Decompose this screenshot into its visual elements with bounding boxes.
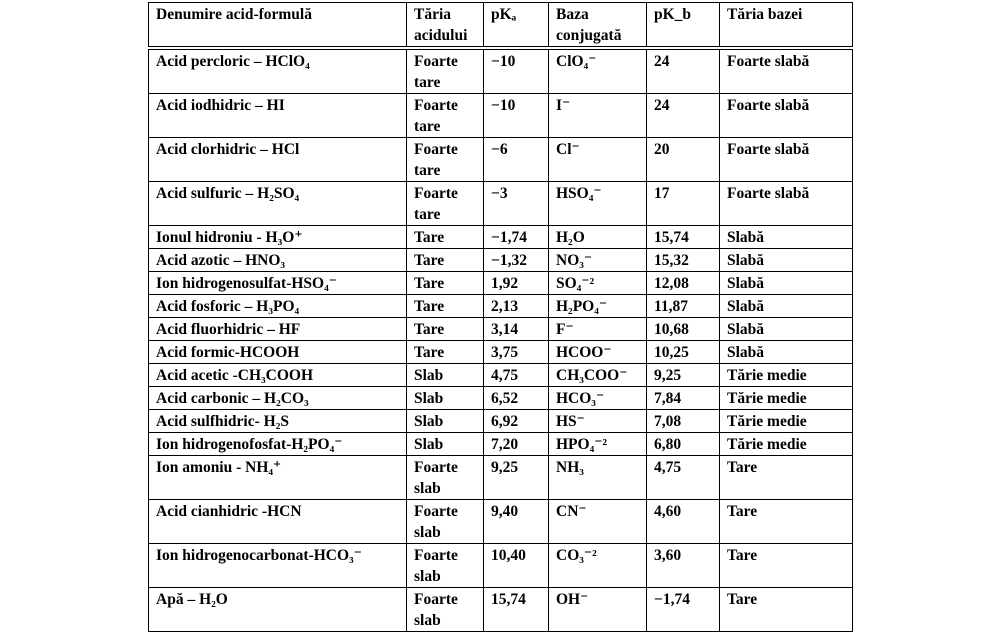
cell-acid-name: Ion hidrogenocarbonat-HCO₃⁻	[149, 544, 407, 588]
cell-conjugate-base: NH₃	[549, 456, 647, 500]
cell-pka: 6,92	[484, 410, 549, 433]
cell-base-strength: Slabă	[720, 341, 853, 364]
cell-pkb: 4,60	[647, 500, 720, 544]
cell-pka: −6	[484, 138, 549, 182]
header-pkb: pK_b	[647, 3, 720, 49]
table-header	[149, 3, 853, 49]
cell-pka: 10,40	[484, 544, 549, 588]
cell-acid-name: Ion amoniu - NH₄⁺	[149, 456, 407, 500]
cell-pka: −3	[484, 182, 549, 226]
table-row	[149, 94, 853, 138]
cell-pkb: 6,80	[647, 433, 720, 456]
cell-acid-strength: Foarte tare	[407, 138, 484, 182]
cell-acid-name: Acid sulfhidric- H₂S	[149, 410, 407, 433]
table-body	[149, 48, 853, 632]
table-row	[149, 500, 853, 544]
cell-conjugate-base: I⁻	[549, 94, 647, 138]
table-row	[149, 48, 853, 94]
table-row	[149, 364, 853, 387]
cell-pka: 3,14	[484, 318, 549, 341]
cell-conjugate-base: SO₄⁻²	[549, 272, 647, 295]
cell-acid-name: Ion hidrogenofosfat-H₂PO₄⁻	[149, 433, 407, 456]
cell-acid-name: Acid sulfuric – H₂SO₄	[149, 182, 407, 226]
cell-base-strength: Tărie medie	[720, 364, 853, 387]
header-row	[149, 3, 853, 49]
cell-base-strength: Tare	[720, 500, 853, 544]
cell-base-strength: Tare	[720, 456, 853, 500]
table-row	[149, 341, 853, 364]
cell-base-strength: Slabă	[720, 295, 853, 318]
cell-acid-strength: Foarte tare	[407, 94, 484, 138]
cell-acid-strength: Slab	[407, 364, 484, 387]
cell-pka: 3,75	[484, 341, 549, 364]
cell-pkb: 7,84	[647, 387, 720, 410]
cell-conjugate-base: HPO₄⁻²	[549, 433, 647, 456]
cell-acid-name: Acid percloric – HClO₄	[149, 48, 407, 94]
cell-acid-strength: Slab	[407, 433, 484, 456]
cell-conjugate-base: HCOO⁻	[549, 341, 647, 364]
cell-pkb: −1,74	[647, 588, 720, 632]
cell-acid-name: Apă – H₂O	[149, 588, 407, 632]
header-conjugate-base: Baza conjugată	[549, 3, 647, 49]
cell-pkb: 4,75	[647, 456, 720, 500]
cell-pkb: 24	[647, 48, 720, 94]
table-row	[149, 138, 853, 182]
cell-pka: 6,52	[484, 387, 549, 410]
cell-acid-name: Acid azotic – HNO₃	[149, 249, 407, 272]
cell-pkb: 9,25	[647, 364, 720, 387]
cell-pkb: 15,32	[647, 249, 720, 272]
cell-conjugate-base: HS⁻	[549, 410, 647, 433]
table-row	[149, 433, 853, 456]
cell-pka: 9,40	[484, 500, 549, 544]
cell-acid-name: Acid clorhidric – HCl	[149, 138, 407, 182]
cell-acid-name: Acid fosforic – H₃PO₄	[149, 295, 407, 318]
cell-base-strength: Slabă	[720, 249, 853, 272]
table-row	[149, 588, 853, 632]
table-row	[149, 295, 853, 318]
header-pka: pKₐ	[484, 3, 549, 49]
acid-strength-table	[148, 2, 853, 632]
cell-acid-strength: Foarte slab	[407, 456, 484, 500]
table-row	[149, 272, 853, 295]
cell-pkb: 24	[647, 94, 720, 138]
table-row	[149, 182, 853, 226]
cell-pka: −1,74	[484, 226, 549, 249]
header-acid-name: Denumire acid-formulă	[149, 3, 407, 49]
cell-base-strength: Tare	[720, 544, 853, 588]
cell-base-strength: Tare	[720, 588, 853, 632]
cell-conjugate-base: ClO₄⁻	[549, 48, 647, 94]
cell-acid-strength: Tare	[407, 249, 484, 272]
cell-acid-strength: Tare	[407, 341, 484, 364]
cell-conjugate-base: HCO₃⁻	[549, 387, 647, 410]
cell-base-strength: Foarte slabă	[720, 48, 853, 94]
cell-acid-strength: Tare	[407, 318, 484, 341]
table-row	[149, 544, 853, 588]
cell-pkb: 3,60	[647, 544, 720, 588]
cell-pka: −1,32	[484, 249, 549, 272]
cell-acid-name: Acid formic-HCOOH	[149, 341, 407, 364]
cell-pka: 7,20	[484, 433, 549, 456]
cell-pka: −10	[484, 94, 549, 138]
cell-acid-strength: Slab	[407, 410, 484, 433]
cell-conjugate-base: H₂O	[549, 226, 647, 249]
cell-pkb: 12,08	[647, 272, 720, 295]
table-row	[149, 456, 853, 500]
cell-acid-name: Acid cianhidric -HCN	[149, 500, 407, 544]
cell-pka: 4,75	[484, 364, 549, 387]
cell-acid-strength: Tare	[407, 295, 484, 318]
cell-acid-name: Acid iodhidric – HI	[149, 94, 407, 138]
cell-pkb: 10,68	[647, 318, 720, 341]
cell-pka: 9,25	[484, 456, 549, 500]
cell-pkb: 10,25	[647, 341, 720, 364]
cell-base-strength: Tărie medie	[720, 433, 853, 456]
cell-pka: 2,13	[484, 295, 549, 318]
header-base-strength: Tăria bazei	[720, 3, 853, 49]
cell-base-strength: Slabă	[720, 226, 853, 249]
cell-acid-name: Ion hidrogenosulfat-HSO₄⁻	[149, 272, 407, 295]
cell-pkb: 15,74	[647, 226, 720, 249]
table-row	[149, 249, 853, 272]
table-row	[149, 318, 853, 341]
cell-pkb: 17	[647, 182, 720, 226]
cell-acid-strength: Foarte slab	[407, 588, 484, 632]
cell-conjugate-base: CN⁻	[549, 500, 647, 544]
cell-pkb: 11,87	[647, 295, 720, 318]
cell-base-strength: Foarte slabă	[720, 138, 853, 182]
cell-acid-strength: Foarte slab	[407, 500, 484, 544]
cell-base-strength: Tărie medie	[720, 410, 853, 433]
header-acid-strength: Tăria acidului	[407, 3, 484, 49]
cell-pkb: 20	[647, 138, 720, 182]
cell-conjugate-base: F⁻	[549, 318, 647, 341]
cell-base-strength: Tărie medie	[720, 387, 853, 410]
cell-acid-strength: Foarte slab	[407, 544, 484, 588]
cell-pka: 15,74	[484, 588, 549, 632]
cell-pkb: 7,08	[647, 410, 720, 433]
table-row	[149, 387, 853, 410]
table-row	[149, 226, 853, 249]
cell-pka: −10	[484, 48, 549, 94]
cell-acid-name: Acid acetic -CH₃COOH	[149, 364, 407, 387]
cell-conjugate-base: OH⁻	[549, 588, 647, 632]
cell-conjugate-base: CH₃COO⁻	[549, 364, 647, 387]
cell-conjugate-base: HSO₄⁻	[549, 182, 647, 226]
cell-conjugate-base: H₂PO₄⁻	[549, 295, 647, 318]
cell-acid-name: Ionul hidroniu - H₃O⁺	[149, 226, 407, 249]
cell-conjugate-base: Cl⁻	[549, 138, 647, 182]
cell-conjugate-base: NO₃⁻	[549, 249, 647, 272]
cell-acid-strength: Foarte tare	[407, 48, 484, 94]
cell-base-strength: Slabă	[720, 318, 853, 341]
cell-base-strength: Foarte slabă	[720, 94, 853, 138]
cell-acid-strength: Tare	[407, 272, 484, 295]
cell-conjugate-base: CO₃⁻²	[549, 544, 647, 588]
table-row	[149, 410, 853, 433]
cell-base-strength: Slabă	[720, 272, 853, 295]
cell-pka: 1,92	[484, 272, 549, 295]
cell-acid-strength: Tare	[407, 226, 484, 249]
cell-base-strength: Foarte slabă	[720, 182, 853, 226]
cell-acid-strength: Slab	[407, 387, 484, 410]
cell-acid-name: Acid carbonic – H₂CO₃	[149, 387, 407, 410]
cell-acid-strength: Foarte tare	[407, 182, 484, 226]
cell-acid-name: Acid fluorhidric – HF	[149, 318, 407, 341]
